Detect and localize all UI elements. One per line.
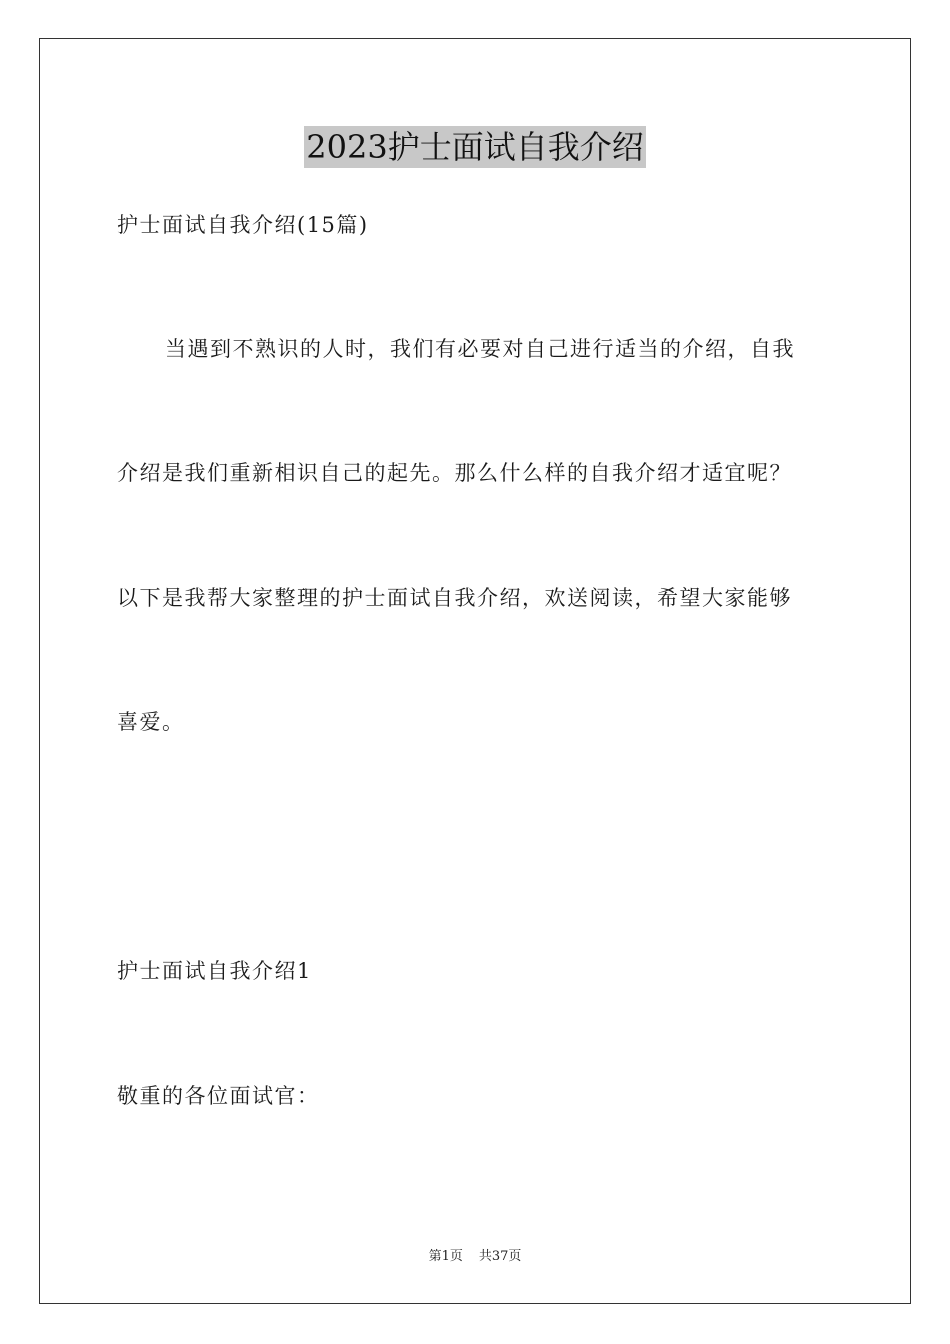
page-number: 第1页: [428, 1249, 463, 1264]
section-heading: 护士面试自我介绍1: [117, 959, 312, 983]
intro-line-1: 当遇到不熟识的人时，我们有必要对自己进行适当的介绍，自我: [165, 337, 795, 361]
intro-line-2: 介绍是我们重新相识自己的起先。那么什么样的自我介绍才适宜呢？: [117, 461, 792, 485]
title-container: [0, 126, 950, 168]
intro-line-4: 喜爱。: [117, 710, 185, 734]
page-total: 共37页: [478, 1249, 522, 1264]
page-footer: [0, 1248, 950, 1266]
document-title: 2023护士面试自我介绍: [306, 128, 644, 166]
salutation: 敬重的各位面试官：: [117, 1084, 320, 1108]
document-subtitle: 护士面试自我介绍(15篇): [117, 213, 369, 237]
intro-line-3: 以下是我帮大家整理的护士面试自我介绍，欢送阅读，希望大家能够: [117, 586, 792, 610]
